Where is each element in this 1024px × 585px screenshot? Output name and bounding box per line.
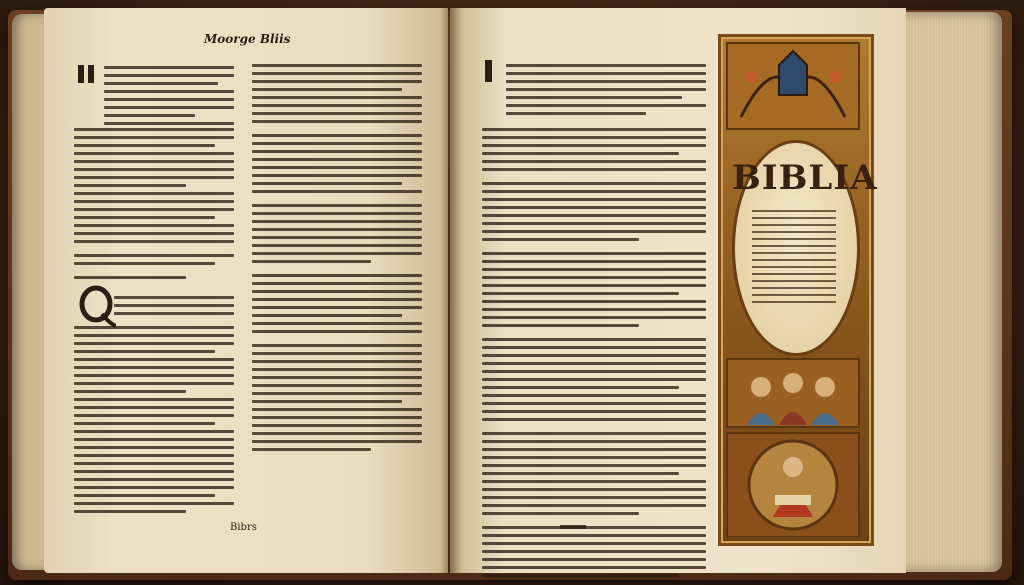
right-page-footer xyxy=(560,522,586,533)
illumination-text xyxy=(752,210,836,308)
left-text-column-1d xyxy=(74,326,234,518)
right-dropcap-upper xyxy=(482,58,496,91)
illumination-title: BIBLIA xyxy=(732,158,878,198)
left-dropcap-upper xyxy=(76,62,98,91)
book-gutter xyxy=(440,8,462,573)
right-text-column-a xyxy=(506,64,706,120)
left-running-head: Moorge Bliis xyxy=(204,32,291,46)
page-edges-left xyxy=(12,14,48,570)
left-text-column-1b xyxy=(74,128,234,284)
left-text-column-1a xyxy=(104,66,234,130)
right-text-column-b xyxy=(482,128,706,582)
left-text-column-1c xyxy=(114,296,234,320)
left-page-footer: Bibrs xyxy=(230,522,257,533)
left-text-column-2 xyxy=(252,64,422,456)
page-edges-right xyxy=(900,12,1002,572)
